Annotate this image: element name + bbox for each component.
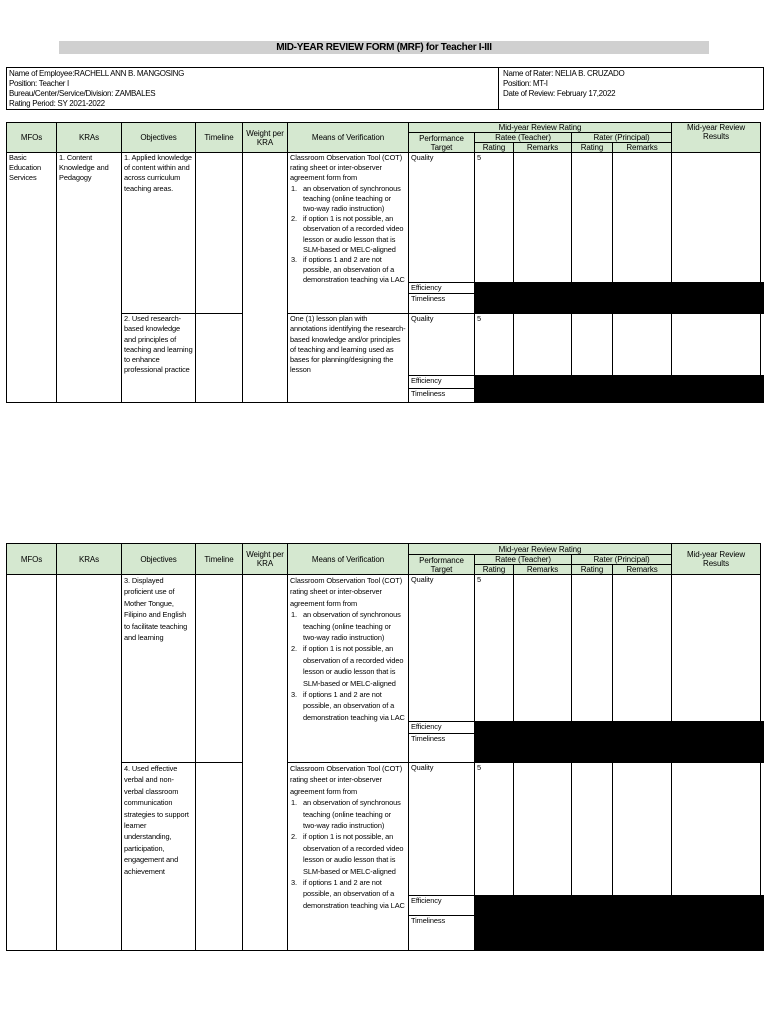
target-quality: Quality [409, 763, 475, 896]
ratee-rating: 5 [475, 153, 514, 283]
header-rater-rating: Rating [572, 565, 613, 575]
list-item: 3. if options 1 and 2 are not possible, an observation of a demonstration teaching via LAC [291, 255, 405, 285]
header-kras: KRAs [57, 544, 122, 575]
header-weight: Weight per KRA [243, 123, 288, 153]
header-midyear-results: Mid-year Review Results [672, 123, 761, 153]
header-rater: Rater (Principal) [572, 133, 672, 143]
list-item: 3. if options 1 and 2 are not possible, an observation of a demonstration teaching via LAC [291, 878, 405, 910]
header-midyear-results: Mid-year Review Results [672, 544, 761, 575]
blocked-cell [475, 376, 764, 403]
header-ratee: Ratee (Teacher) [475, 555, 572, 565]
ratee-rating: 5 [475, 575, 514, 722]
rater-info [503, 69, 624, 99]
blocked-cell [475, 722, 764, 763]
mov-2: One (1) lesson plan with annotations identifying the research-based knowledge and/or principles of teaching and learning used as bases for planning/designing the lesson [288, 314, 409, 403]
header-mfos: MFOs [7, 123, 57, 153]
header-kras: KRAs [57, 123, 122, 153]
target-efficiency: Efficiency [409, 896, 475, 916]
weight-cell [243, 153, 288, 403]
target-quality: Quality [409, 153, 475, 283]
list-item: 1. an observation of synchronous teaching (online teaching or two-way radio instruction) [291, 610, 401, 643]
list-item: 2. if option 1 is not possible, an observation of a recorded video lesson or audio lesson that is SLM-based or MELC-aligned [291, 832, 404, 876]
header-midyear-rating: Mid-year Review Rating [409, 544, 672, 555]
objective-4: 4. Used effective verbal and non-verbal classroom communication strategies to support learner understanding, participation, engagement and achievement [122, 763, 196, 951]
rater-remarks [613, 314, 672, 376]
employee-bureau: Bureau/Center/Service/Division: ZAMBALES [9, 89, 156, 98]
target-efficiency: Efficiency [409, 376, 475, 389]
header-mov: Means of Verification [288, 544, 409, 575]
list-item: 1. an observation of synchronous teaching (online teaching or two-way radio instruction) [291, 183, 401, 214]
weight-cell [243, 575, 288, 951]
target-efficiency: Efficiency [409, 722, 475, 734]
header-ratee: Ratee (Teacher) [475, 133, 572, 143]
objective-2: 2. Used research-based knowledge and principles of teaching and learning to enhance professional practice [122, 314, 196, 403]
mov-3-list [290, 609, 406, 723]
ratee-remarks [514, 314, 572, 376]
ratee-rating: 5 [475, 763, 514, 896]
header-timeline: Timeline [196, 123, 243, 153]
target-timeliness: Timeliness [409, 734, 475, 763]
rater-rating [572, 575, 613, 722]
header-ratee-rating: Rating [475, 143, 514, 153]
header-weight: Weight per KRA [243, 544, 288, 575]
info-divider [498, 68, 499, 109]
mov-4 [288, 763, 409, 951]
mov-1-intro: Classroom Observation Tool (COT) rating sheet or inter-observer agreement form from [290, 153, 403, 183]
rater-rating [572, 763, 613, 896]
list-item: 2. if option 1 is not possible, an observation of a recorded video lesson or audio lesson that is SLM-based or MELC-aligned [291, 214, 404, 254]
header-mov: Means of Verification [288, 123, 409, 153]
rater-remarks [613, 153, 672, 283]
list-item: 3. if options 1 and 2 are not possible, an observation of a demonstration teaching via LAC [291, 690, 405, 722]
header-ratee-remarks: Remarks [514, 143, 572, 153]
timeline-cell-1 [196, 153, 243, 314]
header-midyear-rating: Mid-year Review Rating [409, 123, 672, 133]
header-performance-target: Performance Target [409, 555, 475, 575]
header-rater-rating: Rating [572, 143, 613, 153]
objective-3: 3. Displayed proficient use of Mother Tongue, Filipino and English to facilitate teaching and learning [122, 575, 196, 763]
header-mfos: MFOs [7, 544, 57, 575]
mov-1-list [290, 184, 406, 286]
mov-3 [288, 575, 409, 763]
rater-position: Position: MT-I [503, 79, 548, 88]
header-objectives: Objectives [122, 544, 196, 575]
target-timeliness: Timeliness [409, 294, 475, 314]
ratee-rating: 5 [475, 314, 514, 376]
timeline-cell-3 [196, 575, 243, 763]
rater-remarks [613, 763, 672, 896]
ratee-remarks [514, 763, 572, 896]
mfo-cell: Basic Education Services [7, 153, 57, 403]
header-ratee-rating: Rating [475, 565, 514, 575]
mov-3-intro: Classroom Observation Tool (COT) rating sheet or inter-observer agreement form from [290, 576, 403, 608]
timeline-cell-4 [196, 763, 243, 951]
ratee-remarks [514, 153, 572, 283]
rater-rating [572, 314, 613, 376]
employee-name: Name of Employee:RACHELL ANN B. MANGOSING [9, 69, 185, 78]
kra-cell: 1. Content Knowledge and Pedagogy [57, 153, 122, 403]
form-title: MID-YEAR REVIEW FORM (MRF) for Teacher I-III [59, 41, 709, 54]
header-performance-target: Performance Target [409, 133, 475, 153]
target-timeliness: Timeliness [409, 916, 475, 951]
target-quality: Quality [409, 575, 475, 722]
employee-info-box [6, 67, 764, 110]
mrf-table-1 [6, 122, 764, 403]
header-objectives: Objectives [122, 123, 196, 153]
kra-cell [57, 575, 122, 951]
midyear-result [672, 314, 761, 376]
objective-1: 1. Applied knowledge of content within and across curriculum teaching areas. [122, 153, 196, 314]
mfo-cell [7, 575, 57, 951]
blocked-cell [475, 283, 764, 314]
midyear-result [672, 575, 761, 722]
blocked-cell [475, 896, 764, 951]
rater-remarks [613, 575, 672, 722]
list-item: 2. if option 1 is not possible, an observation of a recorded video lesson or audio lesson that is SLM-based or MELC-aligned [291, 644, 404, 688]
timeline-cell-2 [196, 314, 243, 403]
list-item: 1. an observation of synchronous teaching (online teaching or two-way radio instruction) [291, 798, 401, 831]
rater-rating [572, 153, 613, 283]
mov-1 [288, 153, 409, 314]
header-ratee-remarks: Remarks [514, 565, 572, 575]
target-quality: Quality [409, 314, 475, 376]
midyear-result [672, 763, 761, 896]
target-timeliness: Timeliness [409, 389, 475, 403]
review-date: Date of Review: February 17,2022 [503, 89, 616, 98]
mrf-table-2 [6, 543, 764, 951]
midyear-result [672, 153, 761, 283]
employee-position: Position: Teacher I [9, 79, 69, 88]
header-rater-remarks: Remarks [613, 143, 672, 153]
header-timeline: Timeline [196, 544, 243, 575]
mov-4-intro: Classroom Observation Tool (COT) rating sheet or inter-observer agreement form from [290, 764, 403, 796]
target-efficiency: Efficiency [409, 283, 475, 294]
header-rater-remarks: Remarks [613, 565, 672, 575]
rater-name: Name of Rater: NELIA B. CRUZADO [503, 69, 625, 78]
ratee-remarks [514, 575, 572, 722]
header-rater: Rater (Principal) [572, 555, 672, 565]
rating-period: Rating Period: SY 2021-2022 [9, 99, 105, 108]
employee-info [9, 69, 184, 109]
mov-4-list [290, 797, 406, 911]
